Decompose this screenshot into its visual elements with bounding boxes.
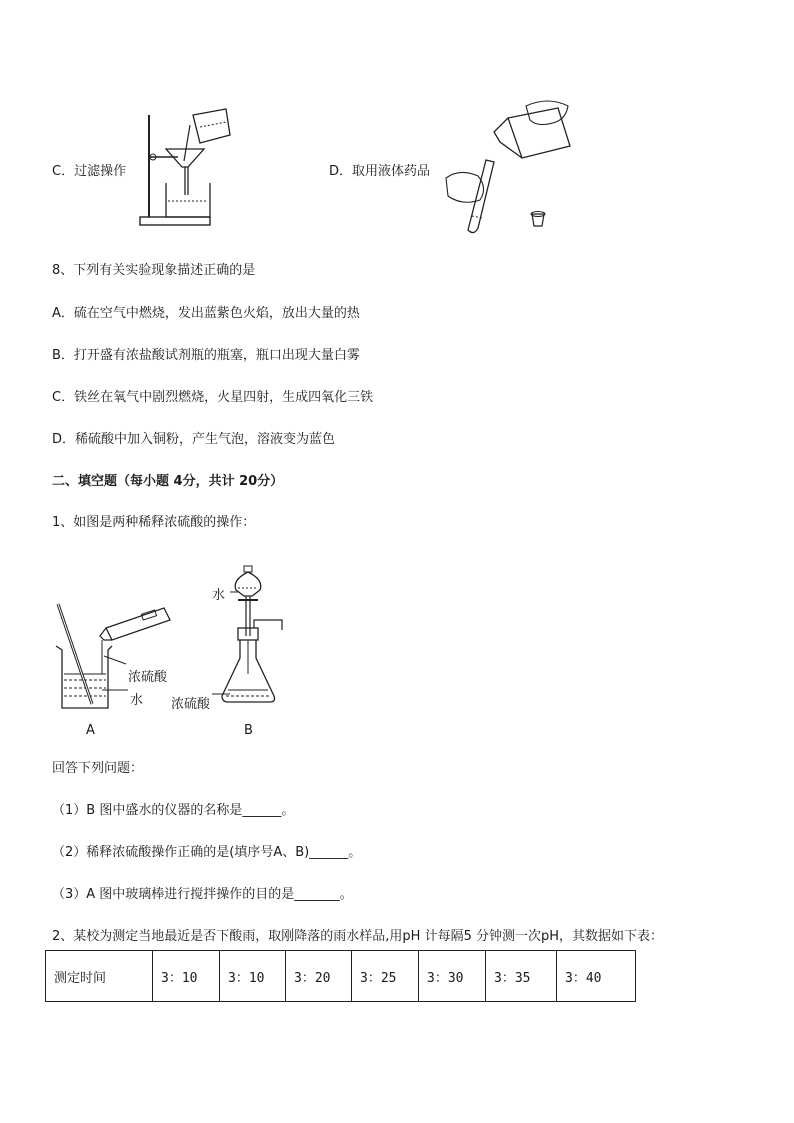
table-header-cell: 测定时间 [46, 951, 153, 1002]
question-1-sub-1: （1）B 图中盛水的仪器的名称是______。 [52, 803, 295, 818]
table-cell: 3：30 [419, 951, 486, 1002]
figure-b-acid-label: 浓硫酸 [171, 697, 211, 712]
question-1-prompt: 回答下列问题： [52, 761, 144, 776]
table-cell: 3：10 [153, 951, 220, 1002]
question-2-stem: 2、某校为测定当地最近是否下酸雨，取刚降落的雨水样品,用pH 计每隔5 分钟测一次pH，其数据如下表： [52, 929, 663, 944]
table-cell: 3：10 [220, 951, 286, 1002]
question-8-option-b: B．打开盛有浓盐酸试剂瓶的瓶塞，瓶口出现大量白雾 [52, 348, 360, 363]
option-d-liquid-reagent: D．取用液体药品 [329, 164, 431, 179]
section-2-title: 二、填空题（每小题 4分，共计 20分） [52, 474, 284, 489]
table-cell: 3：20 [286, 951, 352, 1002]
figure-a-acid-label: 浓硫酸 [128, 670, 168, 685]
question-8-option-a: A．硫在空气中燃烧，发出蓝紫色火焰，放出大量的热 [52, 306, 360, 321]
question-8-option-c: C．铁丝在氧气中剧烈燃烧，火星四射，生成四氧化三铁 [52, 390, 374, 405]
liquid-pouring-figure [438, 98, 588, 238]
table-cell: 3：35 [486, 951, 557, 1002]
filtration-apparatus-figure [138, 105, 238, 235]
question-8-stem: 8、下列有关实验现象描述正确的是 [52, 263, 256, 278]
figure-b-caption: B [244, 723, 253, 738]
option-c-filtration: C．过滤操作 [52, 164, 127, 179]
figure-a-caption: A [86, 723, 95, 738]
table-row [46, 951, 636, 1002]
table-cell: 3：40 [557, 951, 636, 1002]
figure-a-water-label: 水 [130, 693, 144, 708]
table-cell: 3：25 [352, 951, 419, 1002]
question-8-option-d: D．稀硫酸中加入铜粉，产生气泡，溶液变为蓝色 [52, 432, 336, 447]
ph-measurement-table [45, 950, 636, 1002]
question-1-sub-3: （3）A 图中玻璃棒进行搅拌操作的目的是_______。 [52, 887, 353, 902]
figure-b-water-label: 水 [212, 588, 226, 603]
dilution-figure-b [218, 562, 298, 710]
question-1-stem: 1、如图是两种稀释浓硫酸的操作： [52, 515, 256, 530]
question-1-sub-2: （2）稀释浓硫酸操作正确的是(填序号A、B)______。 [52, 845, 362, 860]
